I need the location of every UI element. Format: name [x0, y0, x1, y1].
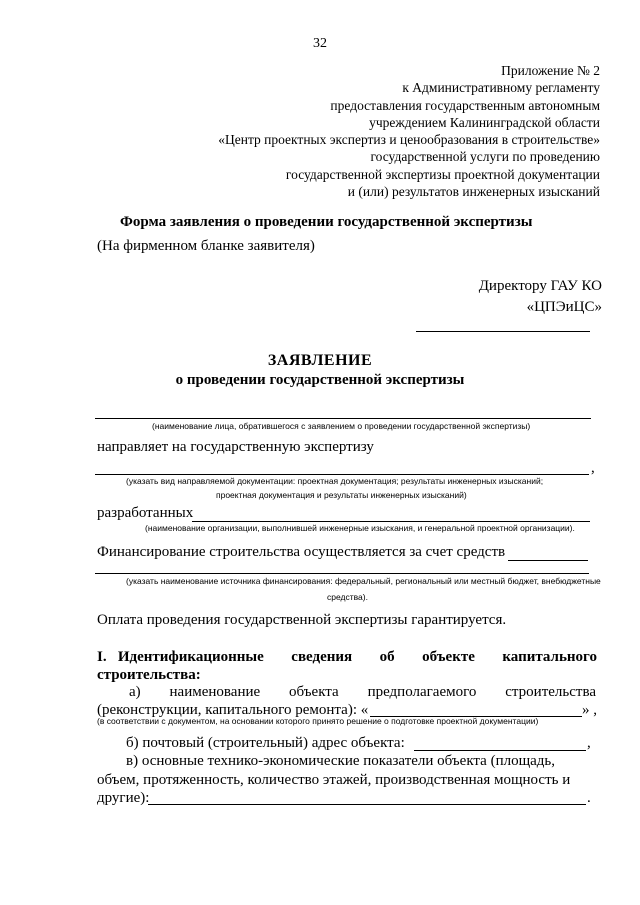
letterhead-note: (На фирменном бланке заявителя) — [97, 238, 315, 254]
item-a-word: предполагаемого — [367, 684, 477, 700]
addressee-block — [479, 276, 602, 318]
doc-type-comma: , — [591, 460, 595, 476]
item-a-word: объекта — [289, 684, 339, 700]
financing-source-field[interactable] — [508, 560, 588, 561]
appendix-line: к Административному регламенту — [402, 80, 600, 96]
item-c-line3-start: другие): — [97, 790, 150, 806]
section-word: Идентификационные — [117, 649, 264, 665]
appendix-line: учреждением Калининградской области — [369, 114, 600, 130]
item-c-line1: в) основные технико-экономические показатели объекта (площадь, — [126, 753, 556, 769]
section-word: об — [379, 649, 395, 665]
appendix-line: и (или) результатов инженерных изысканий — [347, 184, 600, 200]
payment-text: Оплата проведения государственной экспертизы гарантируется. — [97, 612, 507, 628]
developer-org-field[interactable] — [192, 521, 590, 522]
item-b-end: , — [587, 735, 591, 751]
appendix-line: предоставления государственным автономным — [330, 97, 600, 113]
appendix-block — [218, 62, 600, 200]
document-subtitle: о проведении государственной экспертизы — [175, 372, 465, 388]
document-type-field[interactable] — [95, 474, 589, 475]
developed-label: разработанных — [97, 505, 194, 521]
addressee-signature-line[interactable] — [416, 331, 590, 332]
financing-source-line[interactable] — [95, 573, 589, 574]
item-b-text: б) почтовый (строительный) адрес объекта: — [126, 735, 405, 751]
financing-hint: средства). — [327, 592, 368, 602]
financing-hint: (указать наименование источника финансирования: федеральный, региональный или местный бюджет, внебюджетные — [126, 576, 601, 586]
addressee-line2: «ЦПЭиЦС» — [526, 299, 602, 315]
appendix-line: государственной экспертизы проектной документации — [285, 166, 600, 182]
postal-address-field[interactable] — [414, 750, 586, 751]
section-word: сведения — [291, 649, 353, 665]
item-a-word: строительства — [505, 684, 596, 700]
appendix-line: «Центр проектных экспертиз и ценообразования в строительстве» — [218, 132, 600, 148]
item-a-word: наименование — [169, 684, 261, 700]
page-number: 32 — [313, 36, 327, 51]
item-a-line2-end: » , — [582, 702, 597, 718]
applicant-name-field[interactable] — [95, 418, 591, 419]
item-a-letter: а) — [129, 684, 141, 700]
section-1-heading — [97, 648, 597, 684]
item-a-hint: (в соответствии с документом, на основании которого принято решение о подготовке проектной документации) — [97, 716, 539, 726]
item-a-line2-start: (реконструкции, капитального ремонта): « — [97, 702, 369, 718]
financing-text: Финансирование строительства осуществляется за счет средств — [97, 544, 506, 560]
sends-text: направляет на государственную экспертизу — [97, 439, 374, 455]
form-title: Форма заявления о проведении государственной экспертизы — [120, 214, 533, 230]
doc-type-hint: проектная документация и результаты инженерных изысканий) — [216, 490, 467, 500]
addressee-line1: Директору ГАУ КО — [478, 278, 602, 294]
document-title: ЗАЯВЛЕНИЕ — [267, 352, 373, 369]
item-c-end: . — [587, 790, 591, 806]
applicant-hint: (наименование лица, обратившегося с заявлением о проведении государственной экспертизы) — [152, 421, 531, 431]
item-c-line2: объем, протяженность, количество этажей, производственная мощность и — [97, 772, 571, 788]
appendix-line: Приложение № 2 — [501, 63, 600, 78]
section-number: I. — [97, 649, 107, 665]
section-word: капитального — [502, 649, 597, 665]
item-a-line1 — [97, 684, 596, 701]
section-word: объекте — [422, 649, 475, 665]
appendix-line: государственной услуги по проведению — [370, 149, 600, 165]
technical-indicators-field[interactable] — [148, 804, 586, 805]
developed-hint: (наименование организации, выполнившей инженерные изыскания, и генеральной проектной организации). — [145, 523, 575, 533]
doc-type-hint: (указать вид направляемой документации: проектная документация; результаты инженерных изысканий; — [126, 476, 544, 486]
section-heading-line2: строительства: — [97, 667, 201, 683]
